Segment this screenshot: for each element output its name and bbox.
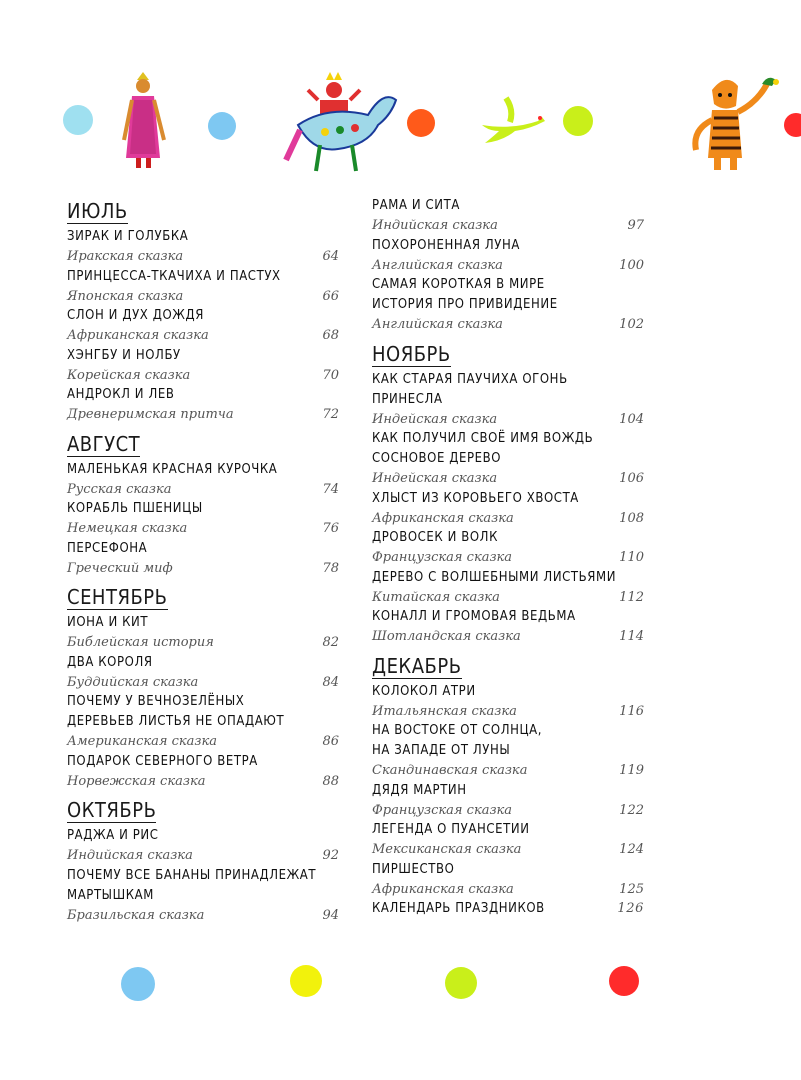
page-number: 74	[322, 481, 339, 497]
toc-entry[interactable]	[67, 385, 339, 425]
decorative-dot	[563, 106, 593, 136]
story-title: НА ЗАПАДЕ ОТ ЛУНЫ	[372, 743, 511, 758]
page-number: 64	[322, 249, 339, 264]
page-number: 70	[322, 367, 339, 383]
story-origin: Древнеримская притча	[67, 407, 234, 422]
toc-entry[interactable]	[372, 429, 644, 489]
bird-icon	[482, 98, 545, 143]
story-origin: Итальянская сказка	[372, 703, 517, 719]
story-origin: Американская сказка	[67, 734, 218, 749]
story-title: ПЕРСЕФОНА	[67, 540, 148, 556]
story-origin: Индейская сказка	[372, 411, 498, 427]
toc-entry[interactable]	[67, 460, 339, 500]
toc-entry[interactable]	[67, 866, 339, 926]
story-title: ЛЕГЕНДА О ПУАНСЕТИИ	[372, 822, 530, 837]
toc-entry[interactable]	[372, 528, 644, 568]
toc-entry[interactable]	[372, 860, 644, 900]
toc-entry[interactable]	[372, 682, 644, 722]
story-title: ХЛЫСТ ИЗ КОРОВЬЕГО ХВОСТА	[372, 490, 579, 506]
month-heading: ДЕКАБРЬ	[372, 647, 462, 679]
story-origin: Мексиканская сказка	[372, 842, 522, 857]
story-title: ДЕРЕВЬЕВ ЛИСТЬЯ НЕ ОПАДАЮТ	[67, 714, 285, 729]
page-number: 125	[619, 881, 644, 897]
story-title: ПОДАРОК СЕВЕРНОГО ВЕТРА	[67, 753, 258, 769]
decorative-dot	[121, 967, 155, 1001]
toc-entry[interactable]	[372, 899, 644, 919]
story-origin: Французская сказка	[372, 802, 513, 818]
page-number: 78	[322, 560, 339, 576]
story-origin: Английская сказка	[372, 317, 503, 332]
page-number: 82	[322, 635, 339, 650]
header-illustrations	[0, 0, 801, 190]
rider-horse-icon	[286, 72, 396, 171]
story-title: КАК СТАРАЯ ПАУЧИХА ОГОНЬ	[372, 371, 568, 387]
decorative-dot	[445, 967, 477, 999]
month-heading: ИЮЛЬ	[67, 196, 128, 224]
story-origin: Корейская сказка	[67, 367, 191, 383]
decorative-dot	[407, 109, 435, 137]
story-origin: Скандинавская сказка	[372, 763, 528, 778]
page-number: 92	[322, 848, 339, 863]
story-origin: Бразильская сказка	[67, 907, 205, 923]
toc-entry[interactable]	[372, 236, 644, 276]
story-origin: Английская сказка	[372, 257, 503, 273]
page-number: 106	[619, 471, 644, 486]
toc-entry[interactable]	[67, 499, 339, 539]
toc-entry[interactable]	[372, 820, 644, 860]
story-origin: Норвежская сказка	[67, 773, 206, 789]
toc-entry[interactable]	[67, 692, 339, 752]
story-title: ПОЧЕМУ ВСЕ БАНАНЫ ПРИНАДЛЕЖАТ	[67, 867, 317, 883]
story-title: ДЕРЕВО С ВОЛШЕБНЫМИ ЛИСТЬЯМИ	[372, 569, 617, 585]
month-heading: АВГУСТ	[67, 425, 140, 457]
story-origin: Греческий миф	[67, 560, 173, 576]
toc-entry[interactable]	[67, 267, 339, 307]
story-title: РАДЖА И РИС	[67, 828, 159, 843]
story-origin: Китайская сказка	[372, 589, 500, 605]
story-origin: Африканская сказка	[372, 881, 514, 897]
page-number: 104	[619, 411, 644, 427]
princess-figure-icon	[124, 72, 164, 168]
story-origin: Русская сказка	[67, 481, 172, 497]
page-number: 86	[322, 734, 339, 749]
page-number: 126	[617, 901, 644, 916]
toc-entry[interactable]	[372, 275, 644, 335]
decorative-dot	[63, 105, 93, 135]
toc-entry[interactable]	[67, 826, 339, 866]
toc-entry[interactable]	[372, 568, 644, 608]
decorative-dot	[208, 112, 236, 140]
toc-entry[interactable]	[372, 721, 644, 781]
toc-entry[interactable]	[67, 346, 339, 386]
toc-left-column	[67, 192, 339, 925]
decorative-dot	[784, 113, 801, 137]
page-number: 108	[619, 510, 644, 526]
page-number: 119	[619, 763, 644, 778]
page-number: 124	[619, 842, 644, 857]
story-origin: Африканская сказка	[372, 510, 514, 526]
story-origin: Французская сказка	[372, 550, 513, 565]
story-title: СЛОН И ДУХ ДОЖДЯ	[67, 308, 204, 323]
page-number: 102	[619, 317, 644, 332]
page-number: 100	[619, 257, 644, 273]
toc-entry[interactable]	[372, 196, 644, 236]
page-number: 112	[619, 589, 644, 605]
story-title: МАРТЫШКАМ	[67, 887, 154, 903]
story-title: ПИРШЕСТВО	[372, 861, 455, 877]
toc-entry[interactable]	[372, 607, 644, 647]
page-number: 110	[619, 550, 644, 565]
story-title: ХЭНГБУ И НОЛБУ	[67, 347, 181, 363]
story-origin: Иракская сказка	[67, 249, 184, 264]
story-title: АНДРОКЛ И ЛЕВ	[67, 387, 175, 402]
story-title: КОРАБЛЬ ПШЕНИЦЫ	[67, 501, 203, 516]
decorative-dot	[290, 965, 322, 997]
story-origin: Индийская сказка	[67, 848, 193, 863]
month-heading: НОЯБРЬ	[372, 335, 451, 367]
page-number: 66	[322, 288, 339, 304]
page-number: 76	[322, 521, 339, 536]
toc-entry[interactable]	[372, 370, 644, 430]
story-origin: Шотландская сказка	[372, 629, 521, 644]
story-title: ИОНА И КИТ	[67, 615, 149, 630]
story-origin: Японская сказка	[67, 288, 184, 304]
story-title: ПРИНЦЕССА-ТКАЧИХА И ПАСТУХ	[67, 268, 281, 284]
story-origin: Библейская история	[67, 635, 214, 650]
toc-entry[interactable]	[372, 781, 644, 821]
story-title: САМАЯ КОРОТКАЯ В МИРЕ	[372, 277, 545, 292]
page-number: 68	[322, 328, 339, 343]
page-number: 88	[322, 773, 339, 789]
story-title: ИСТОРИЯ ПРО ПРИВИДЕНИЕ	[372, 297, 558, 312]
story-title: КАК ПОЛУЧИЛ СВОЁ ИМЯ ВОЖДЬ	[372, 431, 594, 446]
page-number: 116	[619, 703, 644, 719]
toc-entry[interactable]	[372, 489, 644, 529]
page-number: 84	[322, 674, 339, 690]
story-title: КОНАЛЛ И ГРОМОВАЯ ВЕДЬМА	[372, 609, 576, 624]
story-title: СОСНОВОЕ ДЕРЕВО	[372, 451, 502, 466]
page-number: 72	[322, 407, 339, 422]
page-number: 114	[619, 629, 644, 644]
story-origin: Немецкая сказка	[67, 521, 188, 536]
page-number: 94	[322, 907, 339, 923]
page-number: 122	[619, 802, 644, 818]
month-heading: СЕНТЯБРЬ	[67, 578, 168, 610]
story-title: ДВА КОРОЛЯ	[67, 654, 153, 670]
footer-dots	[0, 950, 801, 1020]
toc-entry[interactable]	[67, 653, 339, 693]
toc-entry[interactable]	[67, 752, 339, 792]
story-title: РАМА И СИТА	[372, 198, 460, 213]
story-title: ДРОВОСЕК И ВОЛК	[372, 530, 498, 545]
tiger-icon	[695, 78, 779, 170]
story-origin: Индейская сказка	[372, 471, 498, 486]
story-title: КОЛОКОЛ АТРИ	[372, 683, 476, 699]
month-heading: ОКТЯБРЬ	[67, 791, 156, 823]
story-origin: Буддийская сказка	[67, 674, 199, 690]
story-origin: Индийская сказка	[372, 218, 498, 233]
story-title: ПОЧЕМУ У ВЕЧНОЗЕЛЁНЫХ	[67, 694, 245, 709]
story-title: ДЯДЯ МАРТИН	[372, 782, 467, 798]
story-origin: Африканская сказка	[67, 328, 209, 343]
story-title: ЗИРАК И ГОЛУБКА	[67, 229, 189, 244]
story-title: КАЛЕНДАРЬ ПРАЗДНИКОВ	[372, 901, 545, 916]
story-title: МАЛЕНЬКАЯ КРАСНАЯ КУРОЧКА	[67, 461, 278, 477]
story-title: НА ВОСТОКЕ ОТ СОЛНЦА,	[372, 723, 543, 738]
story-title: ПРИНЕСЛА	[372, 391, 443, 407]
toc-entry[interactable]	[67, 613, 339, 653]
decorative-dot	[609, 966, 639, 996]
story-title: ПОХОРОНЕННАЯ ЛУНА	[372, 237, 521, 253]
page-number: 97	[627, 218, 644, 233]
toc-entry[interactable]	[67, 539, 339, 579]
toc-entry[interactable]	[67, 227, 339, 267]
toc-right-column	[372, 192, 644, 919]
toc-entry[interactable]	[67, 306, 339, 346]
